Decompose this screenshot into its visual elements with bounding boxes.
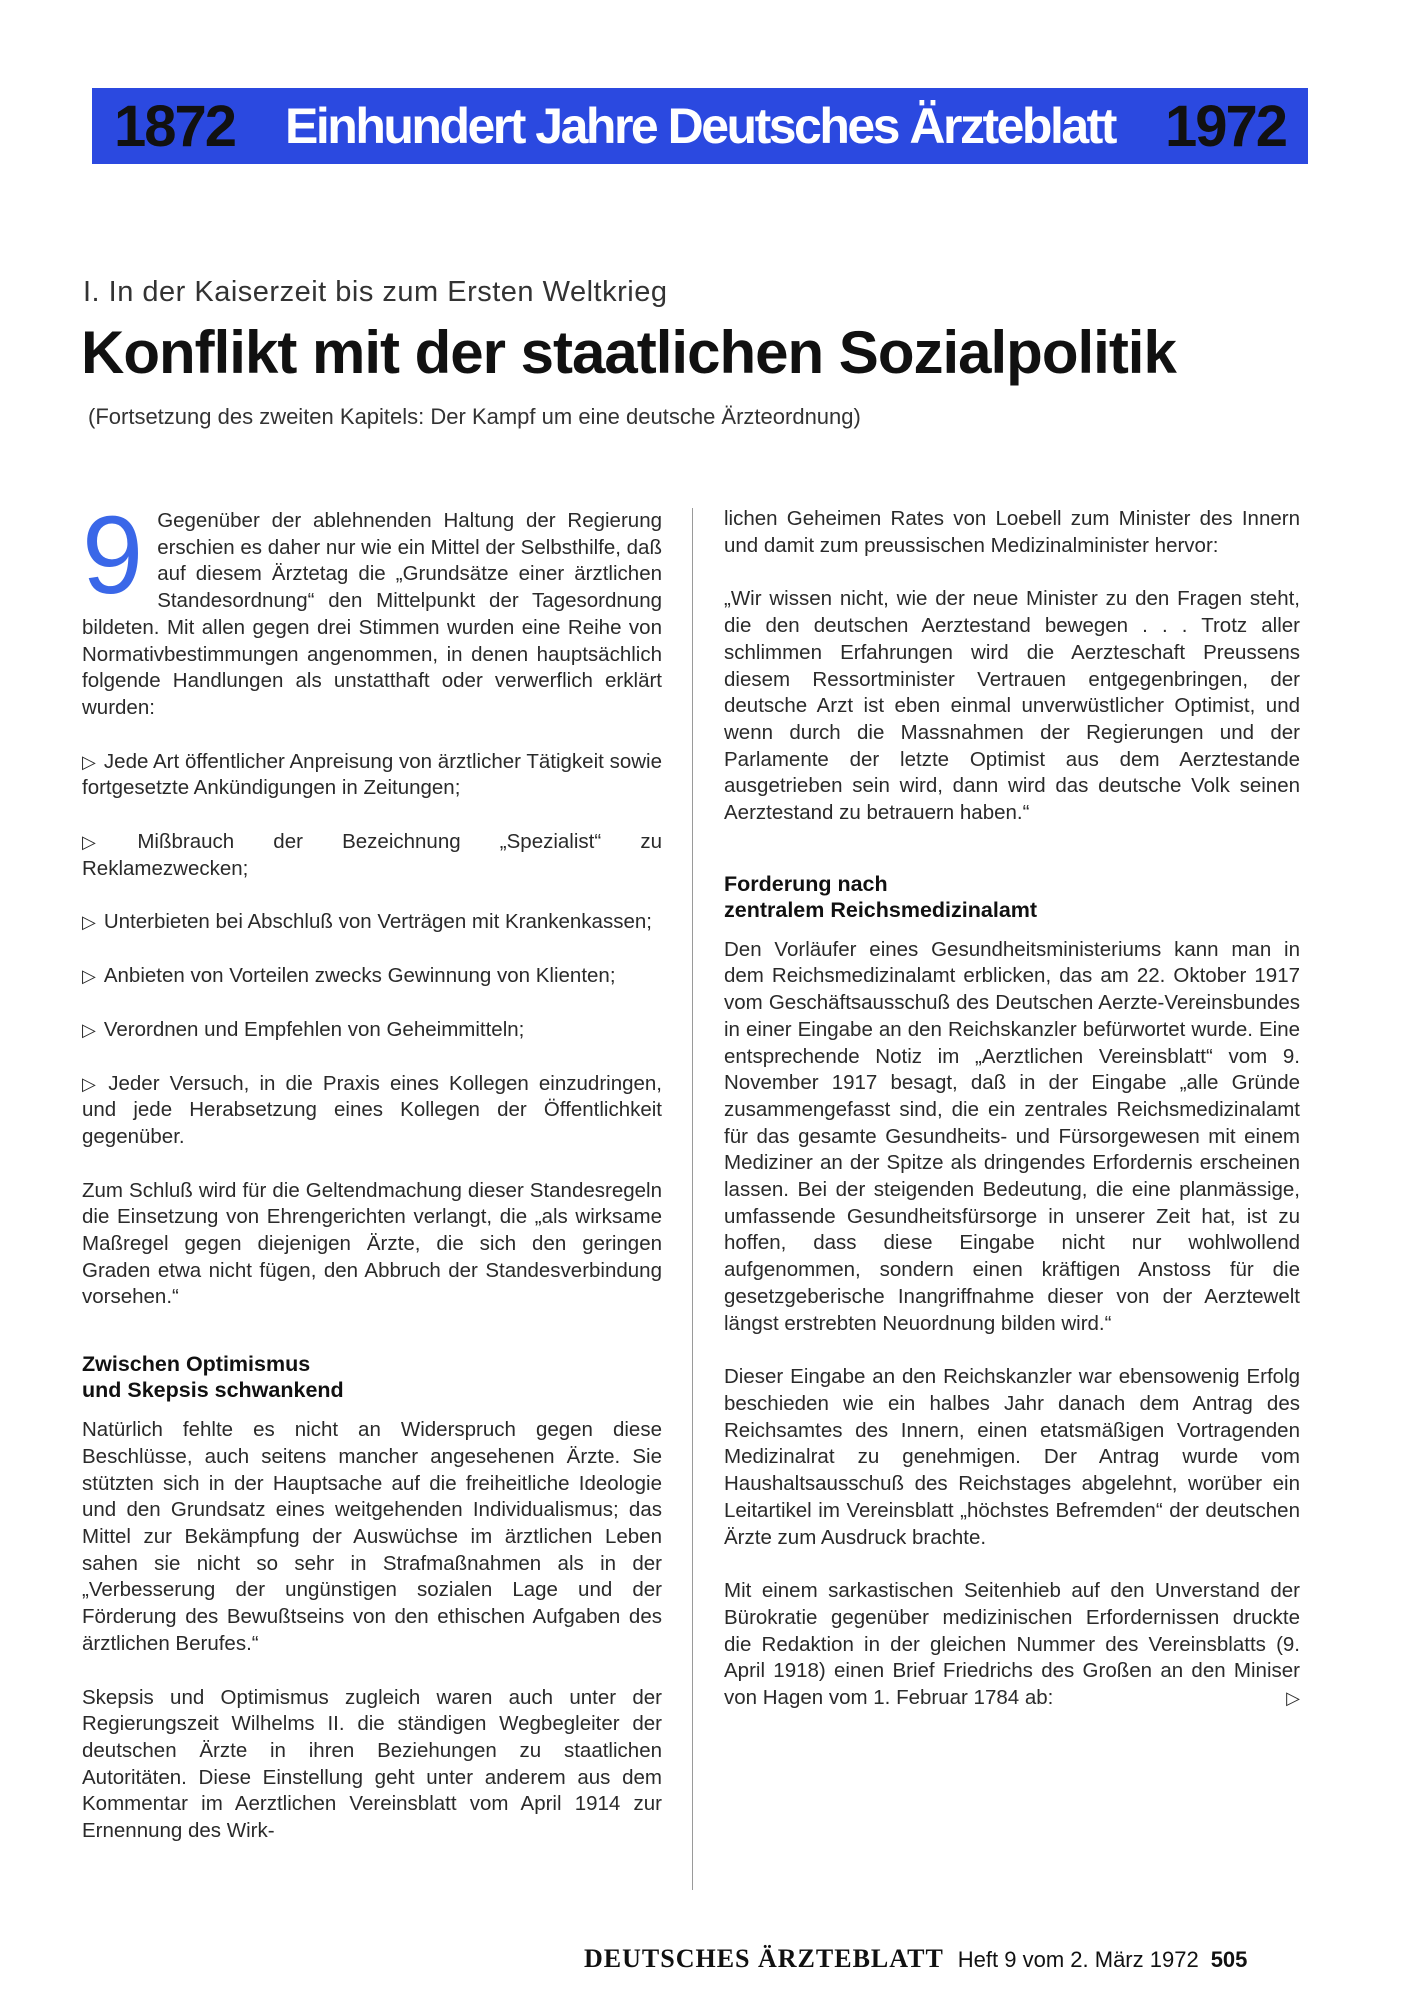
column-divider <box>692 508 693 1890</box>
list-item-text: Mißbrauch der Bezeichnung „Spezialist“ zu Reklamezwecken; <box>82 830 662 880</box>
banner-year-end: 1972 <box>1164 93 1286 159</box>
section-heading-line: zentralem Reichsmedizinalamt <box>724 897 1038 922</box>
banner-year-start: 1872 <box>114 93 236 159</box>
section-heading-line: Zwischen Optimismus <box>82 1352 311 1377</box>
paragraph: Dieser Eingabe an den Reichskanzler war ebensowenig Erfolg beschieden wie ein halbes Jahr danach dem Antrag des Reichsamtes des Innern, einen etatsmäßigen Vortragenden Medizinalrat zu genehmigen. Der Antrag wurde vom Haushaltsausschuß des Reichstages abgelehnt, worüber ein Leitartikel im Vereinsblatt „höchstes Befremden“ der deutschen Ärzte zum Ausdruck brachte. <box>724 1365 1300 1549</box>
banner-title: Einhundert Jahre Deutsches Ärzteblatt <box>285 98 1115 154</box>
left-column <box>82 494 663 1845</box>
intro-paragraph <box>82 494 662 722</box>
page-title: Konflikt mit der staatlichen Sozialpolitik <box>81 319 1176 386</box>
paragraph-text: Mit einem sarkastischen Seitenhieb auf den Unverstand der Bürokratie gegenüber medizinischen Erfordernissen druckte die Redaktion in der gleichen Nummer des Vereinsblatts (9. April 1918) einen Brief Friedrichs des Großen an den Miniser von Hagen vom 1. Februar 1784 ab: <box>724 1579 1300 1710</box>
paragraph: Natürlich fehlte es nicht an Widerspruch gegen diese Beschlüsse, auch seitens mancher angesehenen Ärzte. Sie stützten sich in der Hauptsache auf die freiheitliche Ideologie und den Grundsatz eines weitgehenden Individualismus; das Mittel zur Bekämpfung der Auswüchse im ärztlichen Leben sahen sie nicht so sehr in Strafmaßnahmen als in der „Verbesserung der ungünstigen sozialen Lage und der Förderung des Bewußtseins von den ethischen Aufgaben des ärztlichen Berufes.“ <box>82 1418 662 1655</box>
paragraph: Skepsis und Optimismus zugleich waren auch unter der Regierungszeit Wilhelms II. die ständigen Wegbegleiter der deutschen Ärzte in ihren Beziehungen zu staatlichen Autoritäten. Diese Einstellung geht unter anderem aus dem Kommentar im Aerztlichen Vereinsblatt vom April 1914 zur Ernennung des Wirk- <box>82 1685 662 1843</box>
triangle-bullet-icon: ▷ <box>82 966 96 987</box>
section-heading <box>724 871 1300 923</box>
section-heading <box>82 1351 662 1403</box>
paragraph: lichen Geheimen Rates von Loebell zum Minister des Innern und damit zum preussischen Medizinalminister hervor: <box>724 507 1300 557</box>
rules-list <box>82 749 662 1151</box>
dropcap-number: 9 <box>82 494 144 617</box>
section-heading-line: und Skepsis schwankend <box>82 1378 344 1403</box>
issue-info: Heft 9 vom 2. März 1972 <box>957 1947 1199 1972</box>
list-item <box>82 963 662 990</box>
list-item <box>82 909 662 936</box>
list-item-text: Verordnen und Empfehlen von Geheimmitteln; <box>103 1017 525 1041</box>
list-item <box>82 1071 662 1151</box>
page-number: 505 <box>1210 1947 1248 1972</box>
list-item-text: Unterbieten bei Abschluß von Verträgen mit Krankenkassen; <box>103 910 652 934</box>
paragraph <box>724 1578 1300 1712</box>
list-item-text: Jeder Versuch, in die Praxis eines Kollegen einzudringen, und jede Herabsetzung eines Kollegen der Öffentlichkeit gegenüber. <box>82 1071 662 1148</box>
page-footer <box>584 1944 1247 1974</box>
right-column <box>724 506 1300 1712</box>
section-kicker: I. In der Kaiserzeit bis zum Ersten Weltkrieg <box>83 276 668 308</box>
list-item-text: Anbieten von Vorteilen zwecks Gewinnung von Klienten; <box>103 964 616 988</box>
paragraph: Zum Schluß wird für die Geltendmachung dieser Standesregeln die Einsetzung von Ehrengerichten verlangt, die „als wirksame Maßregel gegen diejenigen Ärzte, die sich den geringen Graden etwa nicht fügen, den Abbruch der Standesverbindung vorsehen.“ <box>82 1178 662 1309</box>
list-item <box>82 829 662 882</box>
list-item <box>82 1017 662 1044</box>
triangle-bullet-icon: ▷ <box>82 832 130 853</box>
continue-arrow-icon: ▷ <box>1286 1688 1300 1709</box>
list-item <box>82 749 662 802</box>
triangle-bullet-icon: ▷ <box>82 912 96 933</box>
list-item-text: Jede Art öffentlicher Anpreisung von ärztlicher Tätigkeit sowie fortgesetzte Ankündigungen in Zeitungen; <box>82 749 663 800</box>
article-subtitle: (Fortsetzung des zweiten Kapitels: Der Kampf um eine deutsche Ärzteordnung) <box>88 404 861 429</box>
triangle-bullet-icon: ▷ <box>82 751 96 772</box>
anniversary-banner <box>92 88 1308 164</box>
paragraph: Den Vorläufer eines Gesundheitsministeriums kann man in dem Reichsmedizinalamt erblicken, das am 22. Oktober 1917 vom Geschäftsausschuß des Deutschen Aerzte-Vereinsbundes in einer Eingabe an den Reichskanzler befürwortet wurde. Eine entsprechende Notiz im „Aerztlichen Vereinsblatt“ vom 9. November 1917 besagt, daß in der Eingabe „alle Gründe zusammengefasst sind, die ein zentrales Reichsmedizinalamt für das gesamte Gesundheits- und Fürsorgewesen mit einem Mediziner an der Spitze als dringendes Erfordernis erscheinen lassen. Bei der steigenden Bedeutung, die eine planmässige, umfassende Gesundheitsfürsorge in unserer Zeit hat, ist zu hoffen, dass diese Eingabe nicht nur wohlwollend aufgenommen, sondern einen kräftigen Anstoss für die gesetzgeberische Inangriffnahme dieser von der Aerztewelt längst erstrebten Neuordnung bilden wird.“ <box>724 937 1300 1335</box>
triangle-bullet-icon: ▷ <box>82 1019 96 1040</box>
quote-paragraph: „Wir wissen nicht, wie der neue Minister zu den Fragen steht, die den deutschen Aerztestand bewegen . . . Trotz aller schlimmen Erfahrungen wird die Aerzteschaft Preussens diesem Ressortminister Vertrauen entgegenbringen, der deutsche Arzt ist eben einmal unverwüstlicher Optimist, und wenn durch die Massnahmen der Regierungen und der Parlamente der letzte Optimist aus dem Aerztestande ausgetrieben sein wird, dann wird das deutsche Volk seinen Aerztestand zu betrauern haben.“ <box>724 587 1300 825</box>
journal-name: DEUTSCHES ÄRZTEBLATT <box>584 1944 944 1973</box>
section-heading-line: Forderung nach <box>724 871 888 896</box>
triangle-bullet-icon: ▷ <box>82 1073 101 1094</box>
intro-text: Gegenüber der ablehnenden Haltung der Regierung erschien es daher nur wie ein Mittel der Selbsthilfe, daß auf diesem Ärztetag die „Grundsätze einer ärztlichen Standesordnung“ den Mittelpunkt der Tagesordnung bildeten. Mit allen gegen drei Stimmen wurden eine Reihe von Normativbestimmungen angenommen, in denen hauptsächlich folgende Handlungen als unstatthaft oder verwerflich erklärt wurden: <box>82 509 662 719</box>
